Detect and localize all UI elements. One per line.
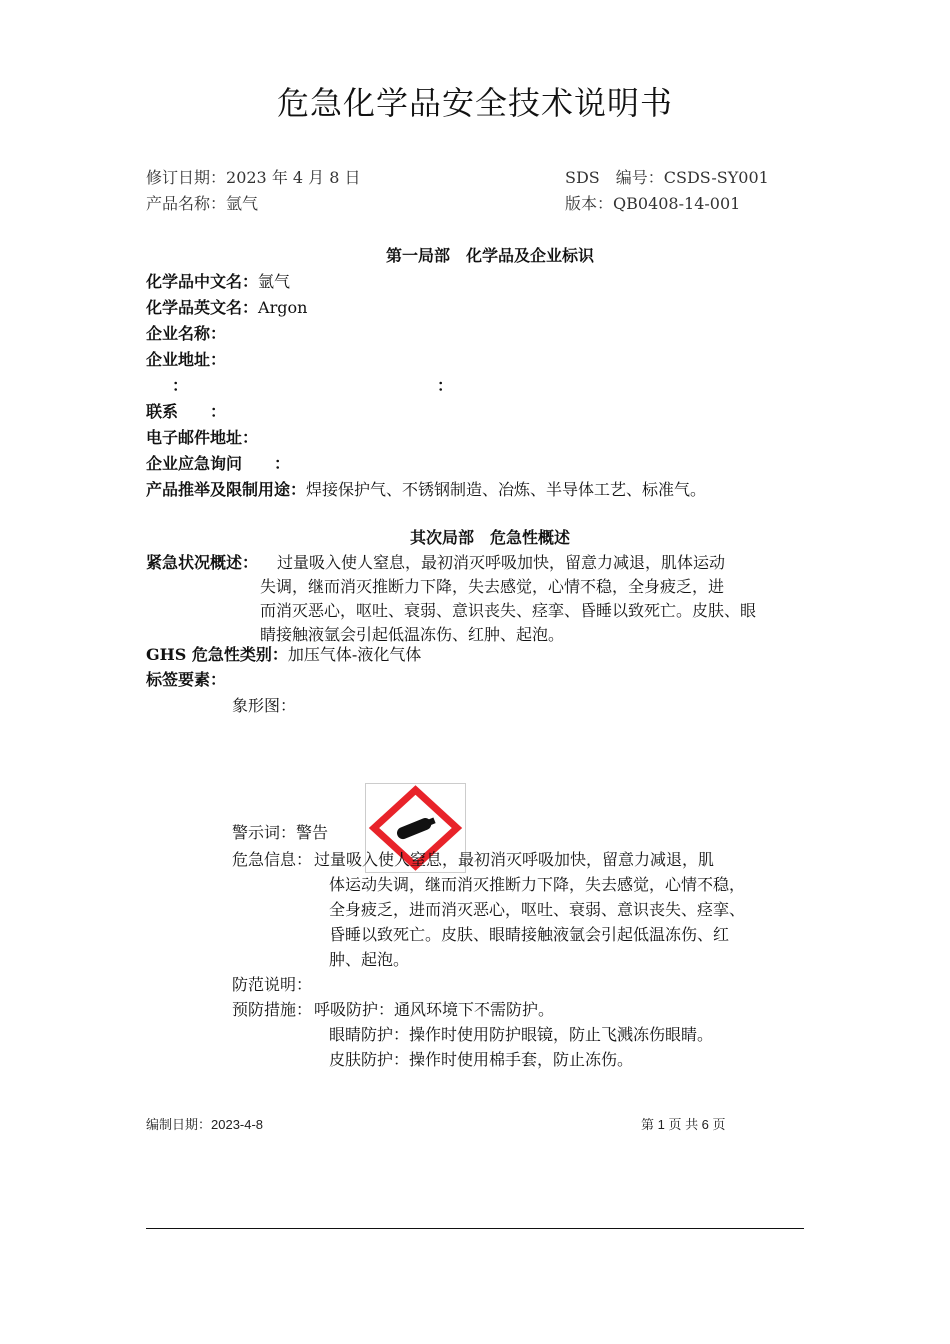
contact-label: 联系 ： [146,402,227,421]
prevention-line: 皮肤防护：操作时使用棉手套，防止冻伤。 [329,1050,634,1069]
overview-line: 过量吸入使人窒息，最初消灭呼吸加快，留意力减退，肌体运动 [277,553,726,572]
revision-date-label: 修订日期： [146,168,227,187]
label-elements-label: 标签要素： [146,670,227,689]
sds-number-row [565,165,769,188]
document-title: 危急化学品安全技术说明书 [276,84,673,122]
hazard-line: 过量吸入使人窒息，最初消灭呼吸加快，留意力减退，肌 [314,850,715,869]
hazard-line: 全身疲乏，进而消灭恶心，呕吐、衰弱、意识丧失、痉挛、 [329,900,746,919]
hazard-line: 昏睡以致死亡。皮肤、眼睛接触液氩会引起低温冻伤、红 [329,925,730,944]
address-colon-left: ： [172,376,189,395]
email-label: 电子邮件地址： [146,428,259,447]
usage-label: 产品推举及限制用途： [146,480,307,499]
en-name-row [146,295,307,318]
pictogram-label: 象形图： [232,696,297,715]
cn-name-value: 氩气 [258,272,291,291]
emergency-contact-label: 企业应急询问 ： [146,454,291,473]
signal-word-label: 警示词： [232,823,297,842]
ghs-value: 加压气体-液化气体 [287,645,422,664]
ghs-row [146,642,421,665]
overview-line: 失调，继而消灭推断力下降，失去感觉，心情不稳，全身疲乏，进 [260,577,725,596]
page-number: 第 1 页 共 6 页 [641,1117,726,1132]
prevention-line: 呼吸防护：通风环境下不需防护。 [314,1000,555,1019]
version-value: QB0408-14-001 [613,194,741,213]
overview-line: 而消灭恶心，呕吐、衰弱、意识丧失、痉挛、昏睡以致死亡。皮肤、眼 [260,601,757,620]
product-name-value: 氩气 [226,194,259,213]
compiled-date: 编制日期：2023-4-8 [146,1117,264,1132]
company-address-label: 企业地址： [146,350,227,369]
product-name-row [146,191,258,214]
footer-divider [146,1228,804,1229]
overview-line: 睛接触液氩会引起低温冻伤、红肿、起泡。 [260,625,565,644]
precaution-label: 防范说明： [232,975,313,994]
hazard-line: 体运动失调，继而消灭推断力下降，失去感觉，心情不稳， [329,875,746,894]
sds-number-label: SDS 编号： [565,168,664,187]
section1-heading: 第一局部 化学品及企业标识 [385,246,594,265]
section2-heading: 其次局部 危急性概述 [409,528,570,547]
company-name-label: 企业名称： [146,324,227,343]
overview-label: 紧急状况概述： [146,553,259,572]
signal-word-value: 警告 [296,823,329,842]
cn-name-label: 化学品中文名： [146,272,259,291]
product-name-label: 产品名称： [146,194,227,213]
address-colon-right: ： [437,376,454,395]
signal-word-row [232,820,328,843]
revision-date-row [146,165,361,188]
en-name-value: Argon [258,298,308,317]
prevention-label: 预防措施： [232,1000,313,1019]
usage-value: 焊接保护气、不锈钢制造、冶炼、半导体工艺、标准气。 [306,480,707,499]
sds-number-value: CSDS-SY001 [663,168,769,187]
hazard-label: 危急信息： [232,850,313,869]
prevention-line: 眼睛防护：操作时使用防护眼镜，防止飞溅冻伤眼睛。 [329,1025,714,1044]
version-row [565,191,740,214]
en-name-label: 化学品英文名： [146,298,259,317]
usage-row [146,477,706,500]
revision-date-value: 2023 年 4 月 8 日 [226,168,361,187]
hazard-line: 肿、起泡。 [329,950,410,969]
version-label: 版本： [565,194,614,213]
cn-name-row [146,269,290,292]
ghs-label: GHS 危急性类别： [146,645,288,664]
